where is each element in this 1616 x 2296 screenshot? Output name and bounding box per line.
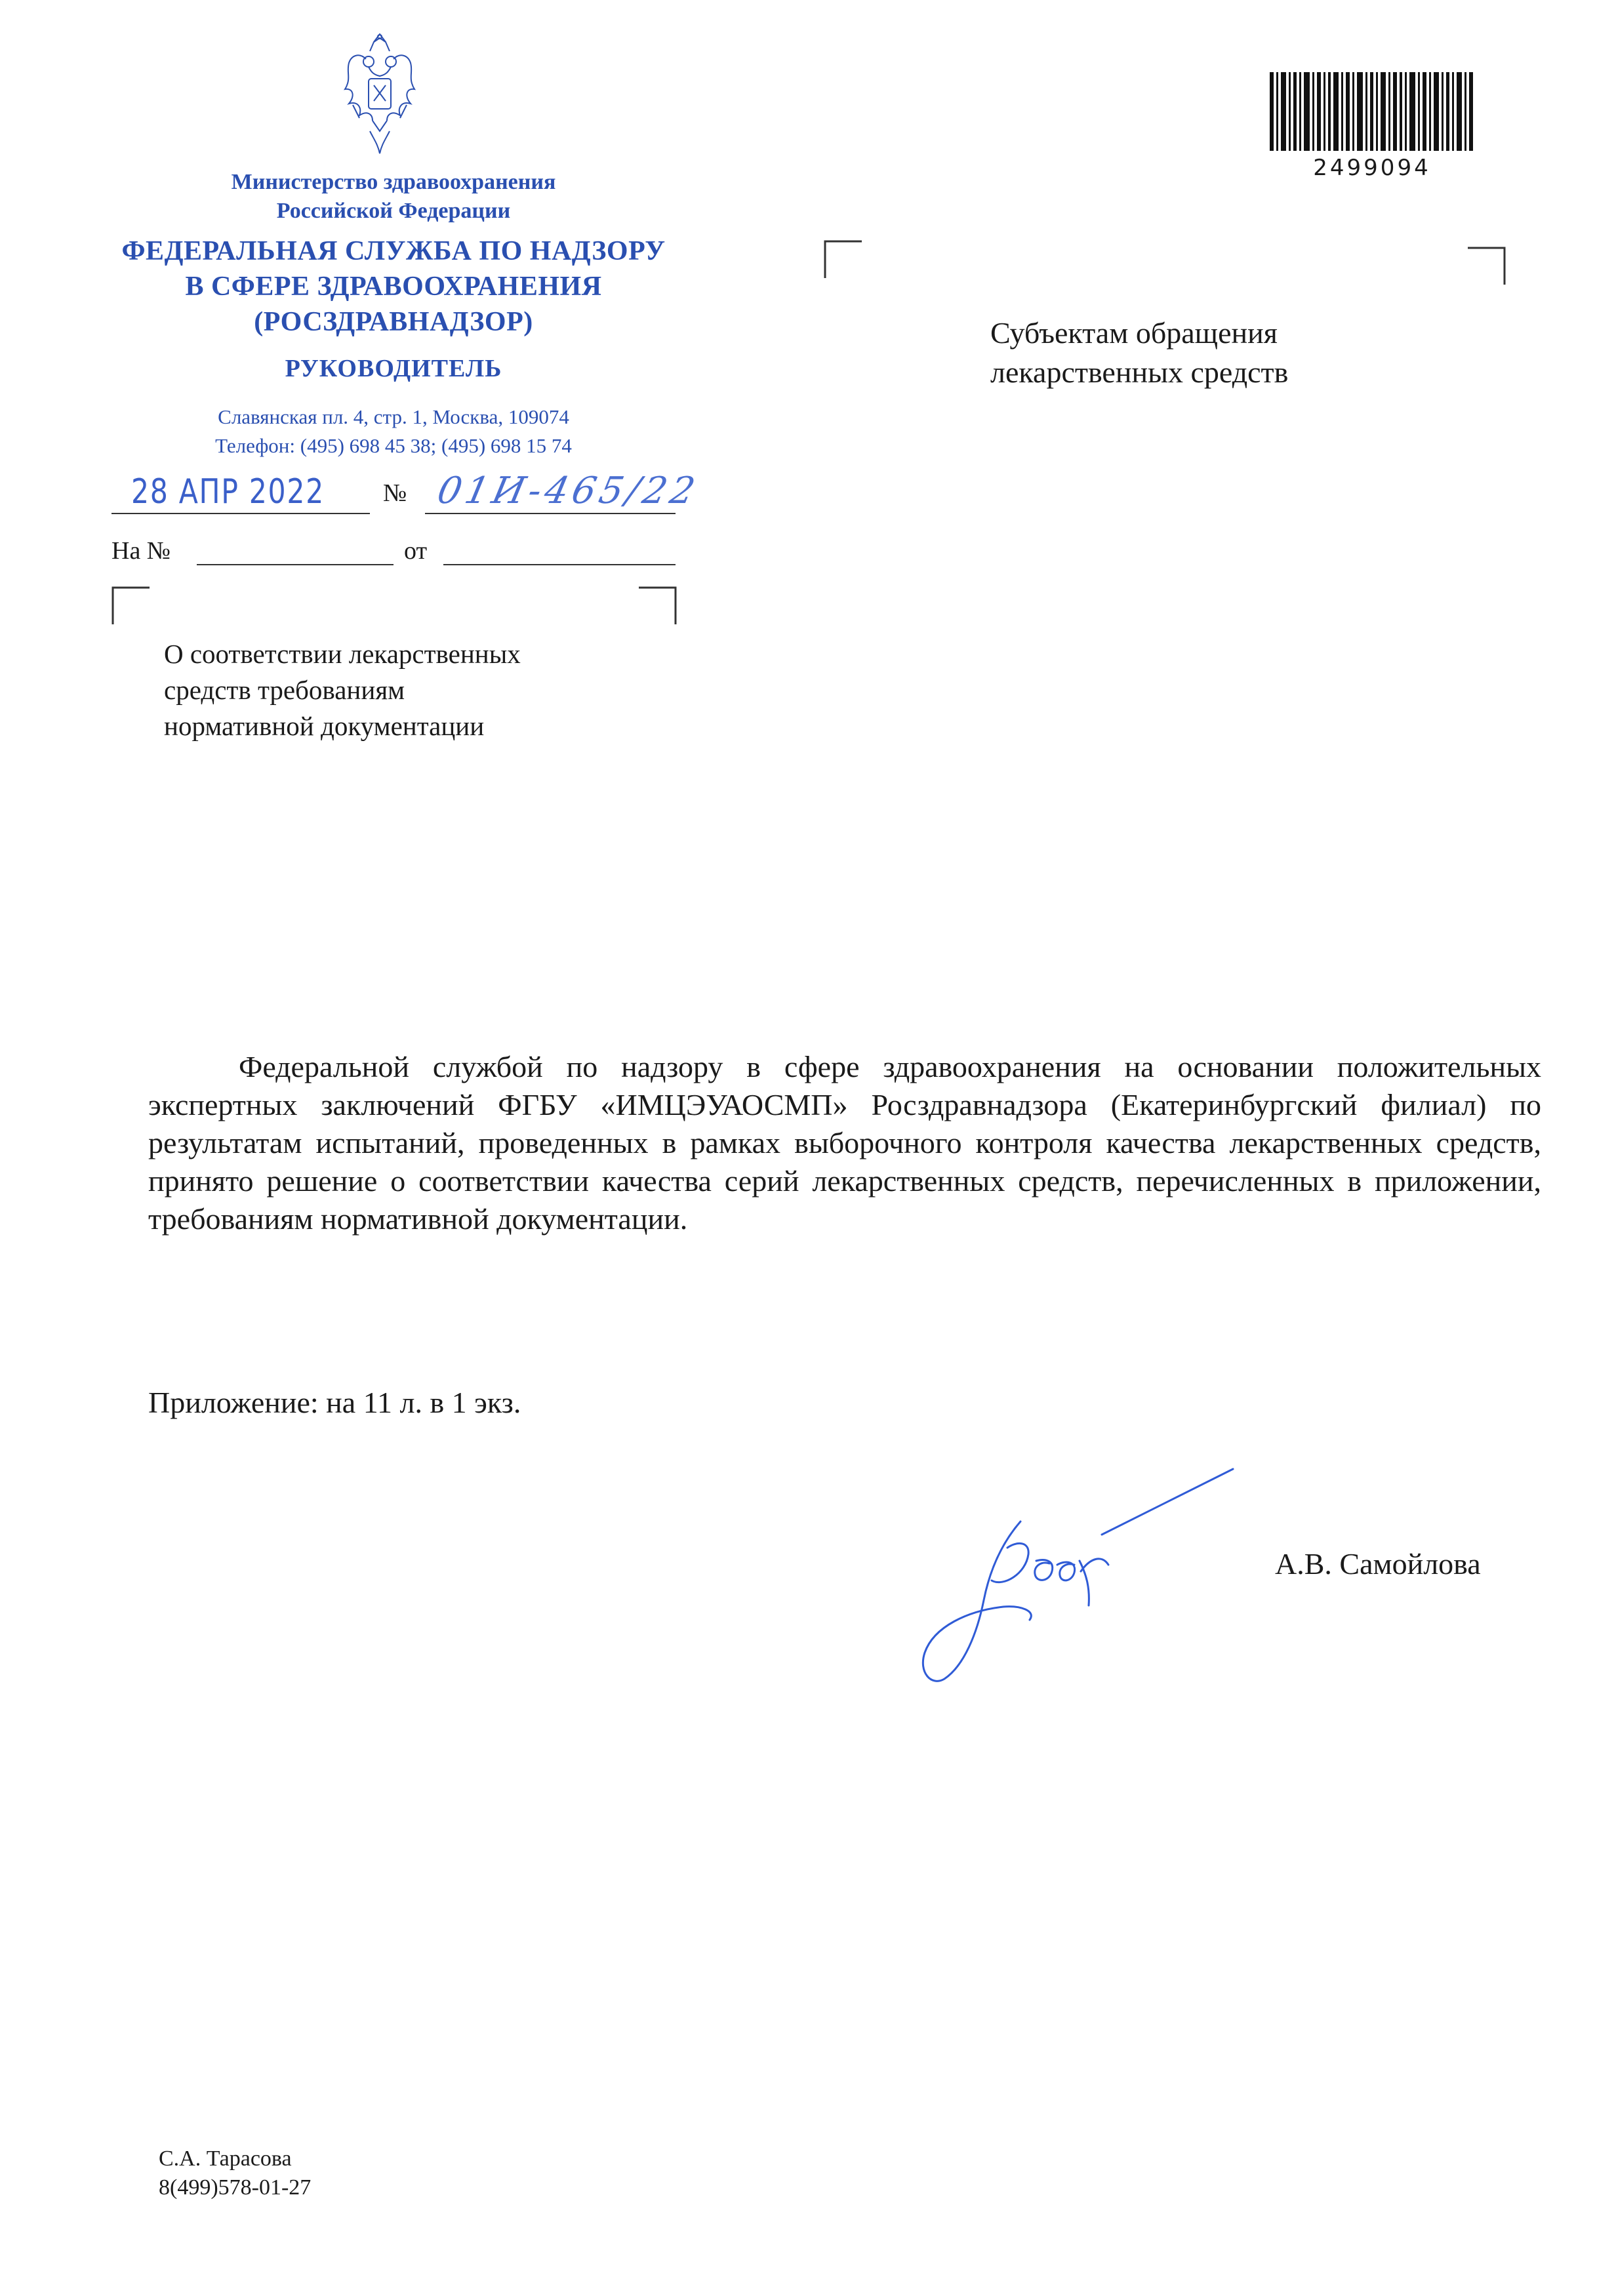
- date-stamp: 28 АПР 2022: [131, 472, 325, 512]
- phone-line: Телефон: (495) 698 45 38; (495) 698 15 74: [215, 434, 572, 457]
- service-line-3: (РОСЗДРАВНАДЗОР): [254, 307, 533, 337]
- barcode-number: 2499094: [1313, 155, 1431, 181]
- subject-line-2: средств требованиям: [164, 675, 405, 705]
- ministry-line-2: Российской Федерации: [276, 199, 511, 223]
- ministry-name: [111, 168, 676, 226]
- ref-underline: [197, 564, 394, 565]
- executor-phone: 8(499)578-01-27: [159, 2175, 312, 2200]
- executor-name: С.А. Тарасова: [159, 2146, 292, 2171]
- address-block: [111, 403, 676, 460]
- from-label: от: [404, 537, 428, 565]
- recipient-line-1: Субъектам обращения: [990, 316, 1278, 350]
- subject-line-3: нормативной документации: [164, 711, 485, 741]
- handwritten-signature: [905, 1443, 1246, 1692]
- recipient-line-2: лекарственных средств: [990, 355, 1289, 389]
- appendix-note: Приложение: на 11 л. в 1 экз.: [148, 1386, 521, 1419]
- number-label: №: [383, 479, 407, 507]
- subject-corner-left: [111, 586, 151, 626]
- address-line: Славянская пл. 4, стр. 1, Москва, 109074: [218, 405, 569, 428]
- position-title: РУКОВОДИТЕЛЬ: [285, 355, 502, 382]
- recipient-corner-right: [1466, 247, 1506, 286]
- signer-name: А.В. Самойлова: [1275, 1547, 1481, 1581]
- letter-body: [148, 1048, 1541, 1238]
- ref-label: На №: [111, 537, 171, 565]
- coat-of-arms-emblem: [340, 33, 420, 159]
- recipient-corner-left: [824, 240, 863, 279]
- handwritten-registration-number: 01И-465/22: [434, 470, 703, 512]
- body-paragraph: Федеральной службой по надзору в сфере здравоохранения на основании положительных экспертных заключений ФГБУ «ИМЦЭУАОСМП» Росздравнадзора (Екатеринбургский филиал) по результатам испытаний, проведенных в рамках выборочного контроля качества лекарственных средств, принято решение о соответствии качества серий лекарственных средств, перечисленных в приложении, требованиям нормативной документации.: [148, 1050, 1541, 1236]
- date-underline: [111, 513, 370, 514]
- service-line-2: В СФЕРЕ ЗДРАВООХРАНЕНИЯ: [185, 272, 602, 302]
- number-underline: [425, 513, 676, 514]
- from-underline: [443, 564, 676, 565]
- subject-corner-right: [637, 586, 677, 626]
- subject-line-1: О соответствии лекарственных: [164, 639, 521, 669]
- recipient-block: [990, 313, 1384, 392]
- letter-subject: [164, 636, 636, 744]
- executor-block: [159, 2145, 311, 2202]
- service-line-1: ФЕДЕРАЛЬНАЯ СЛУЖБА ПО НАДЗОРУ: [121, 236, 666, 266]
- ministry-line-1: Министерство здравоохранения: [231, 170, 556, 194]
- service-name: [105, 233, 682, 340]
- document-barcode: [1267, 72, 1477, 157]
